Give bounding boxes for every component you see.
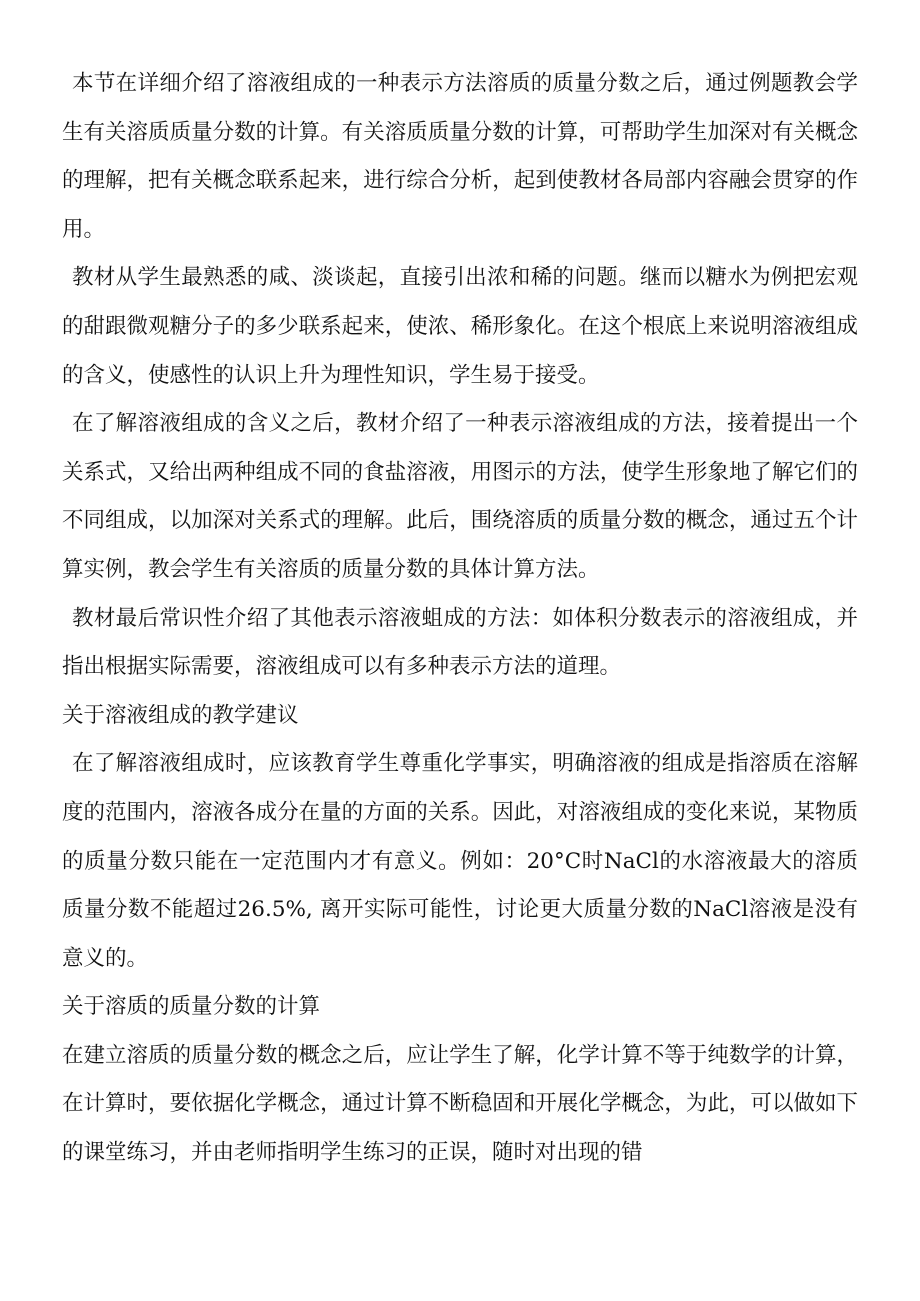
section-heading-calculation: 关于溶质的质量分数的计算 [62, 994, 321, 1020]
section-heading-composition: 关于溶液组成的教学建议 [62, 702, 299, 728]
paragraph-other-methods: 教材最后常识性介绍了其他表示溶液蛆成的方法：如体积分数表示的溶液组成，并指出根据实际需要，溶液组成可以有多种表示方法的道理。 [62, 605, 858, 680]
paragraph-intro: 本节在详细介绍了溶液组成的一种表示方法溶质的质量分数之后，通过例题教会学生有关溶质质量分数的计算。有关溶质质量分数的计算，可帮助学生加深对有关概念的理解，把有关概念联系起来，进行综合分析，起到使教材各局部内容融会贯穿的作用。 [62, 71, 858, 242]
paragraph-textbook-approach: 教材从学生最熟悉的咸、淡谈起，直接引出浓和稀的问题。继而以糖水为例把宏观的甜跟微观糖分子的多少联系起来，使浓、稀形象化。在这个根底上来说明溶液组成的含义，使感性的认识上升为理性知识，学生易于接受。 [62, 265, 858, 388]
paragraph-calculation-advice: 在建立溶质的质量分数的概念之后，应让学生了解，化学计算不等于纯数学的计算，在计算时，要依据化学概念，通过计算不断稳固和开展化学概念，为此，可以做如下的课堂练习，并由老师指明学生练习的正误，随时对出现的错 [62, 1042, 858, 1166]
paragraph-relation-formula: 在了解溶液组成的含义之后，教材介绍了一种表示溶液组成的方法，接着提出一个关系式，又给出两种组成不同的食盐溶液，用图示的方法，使学生形象地了解它们的不同组成，以加深对关系式的理解。此后，围绕溶质的质量分数的概念，通过五个计算实例，教会学生有关溶质的质量分数的具体计算方法。 [62, 411, 858, 582]
paragraph-composition-advice: 在了解溶液组成时，应该教育学生尊重化学事实，明确溶液的组成是指溶质在溶解度的范围内，溶液各成分在量的方面的关系。因此，对溶液组成的变化来说，某物质的质量分数只能在一定范围内才有意义。例如：20°C时NaCl的水溶液最大的溶质质量分数不能超过26.5%, 离开实际可能性，讨论更大质量分数的NaCl溶液是没有意义的。 [62, 751, 858, 971]
